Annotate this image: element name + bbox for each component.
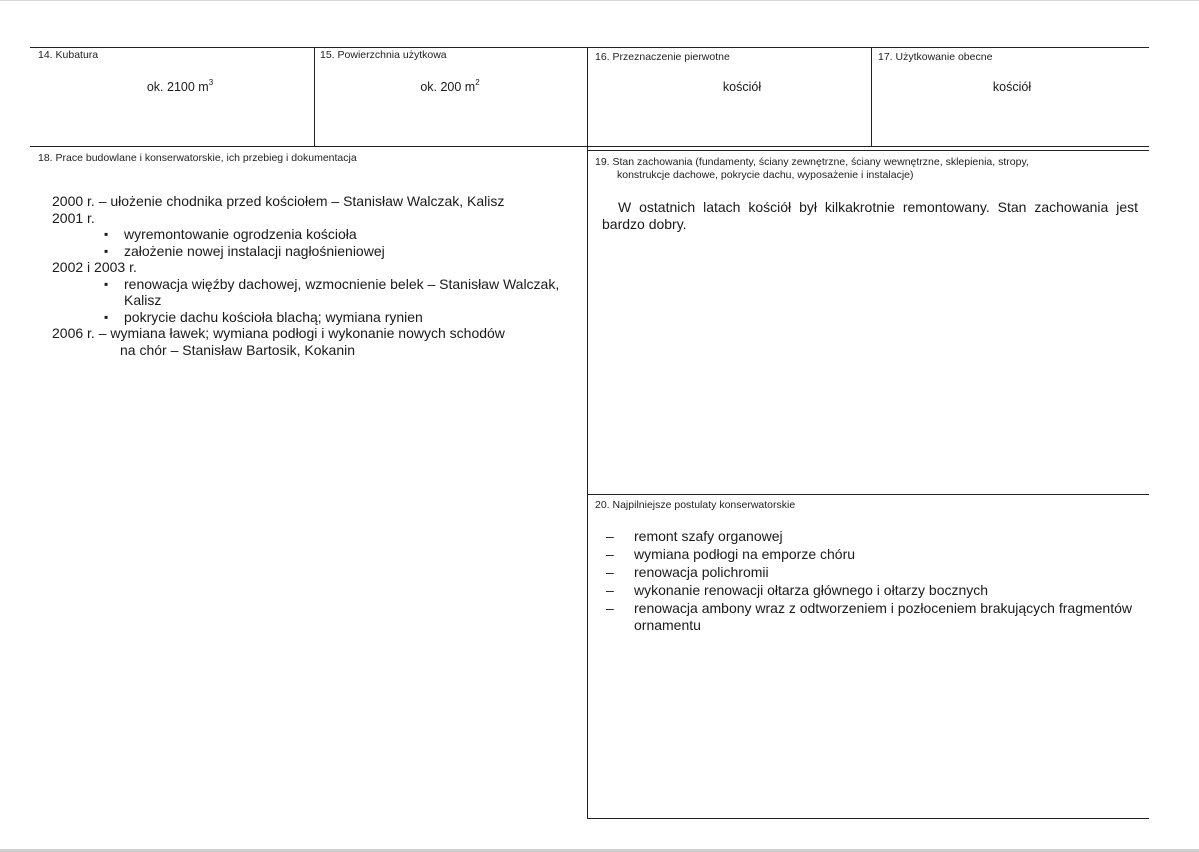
entry-2006-line1: 2006 r. – wymiana ławek; wymiana podłogi i wykonanie nowych schodów	[52, 325, 505, 341]
entry-2006-line2: na chór – Stanisław Bartosik, Kokanin	[120, 341, 356, 358]
field-19-text: W ostatnich latach kościół był kilkakrotnie remontowany. Stan zachowania jest bardzo dobry.	[602, 199, 1138, 232]
field-14-value-sup: 3	[208, 78, 214, 87]
year-2002-2003: 2002 i 2003 r.	[52, 259, 137, 275]
list-item: ▪ wyremontowanie ogrodzenia kościoła	[104, 226, 577, 243]
field-19-label-line1: 19. Stan zachowania (fundamenty, ściany zewnętrzne, ściany wewnętrzne, sklepienia, stropy,	[595, 156, 1029, 168]
field-15-value-sup: 2	[475, 78, 480, 87]
field-20-content	[606, 528, 1146, 635]
list-item: – wykonanie renowacji ołtarza głównego i ołtarzy bocznych	[606, 582, 1146, 599]
row1-bottom-line	[30, 146, 1149, 147]
field20-top-line	[587, 494, 1149, 495]
field-19-label-line2: konstrukcje dachowe, pokrycie dachu, wyposażenie i instalacje)	[617, 169, 914, 181]
field-16-label: 16. Przeznaczenie pierwotne	[595, 51, 730, 63]
list-item: ▪ pokrycie dachu kościoła blachą; wymiana rynien	[104, 309, 577, 326]
divider-main	[587, 47, 588, 818]
field-20-label: 20. Najpilniejsze postulaty konserwatorskie	[595, 499, 796, 511]
field19-top-line	[587, 150, 1149, 151]
divider-16-17	[871, 47, 872, 146]
field-18-label: 18. Prace budowlane i konserwatorskie, ich przebieg i dokumentacja	[38, 152, 357, 164]
list-item: ▪ założenie nowej instalacji nagłośnieniowej	[104, 243, 577, 260]
row1-top-line	[30, 47, 1149, 48]
list-item: – renowacja ambony wraz z odtworzeniem i pozłoceniem brakujących fragmentów ornamentu	[606, 600, 1146, 633]
field-15-value-text: ok. 200 m	[420, 80, 476, 94]
list-2002-2003	[52, 276, 577, 326]
bottom-line	[587, 818, 1149, 819]
list-item: – remont szafy organowej	[606, 528, 1146, 545]
year-2001: 2001 r.	[52, 209, 95, 226]
divider-14-15	[314, 47, 315, 146]
list-item: – wymiana podłogi na emporze chóru	[606, 546, 1146, 563]
field-14-value-text: ok. 2100 m	[146, 80, 209, 94]
field-14-value	[80, 80, 280, 95]
field-16-value: kościół	[722, 80, 762, 94]
page-edge-top	[0, 0, 1199, 1]
postulates-list	[606, 528, 1146, 633]
list-item: – renowacja polichromii	[606, 564, 1146, 581]
field-17-label: 17. Użytkowanie obecne	[878, 51, 993, 63]
entry-2000: 2000 r. – ułożenie chodnika przed kościołem – Stanisław Walczak, Kalisz	[52, 193, 505, 209]
field-15-label: 15. Powierzchnia użytkowa	[320, 49, 447, 61]
field-14-label: 14. Kubatura	[38, 49, 99, 61]
list-2001	[52, 226, 577, 259]
field-18-content	[52, 193, 577, 358]
field-17-value: kościół	[992, 80, 1032, 94]
field-15-value	[350, 80, 550, 95]
list-item: ▪ renowacja więźby dachowej, wzmocnienie belek – Stanisław Walczak, Kalisz	[104, 276, 577, 309]
